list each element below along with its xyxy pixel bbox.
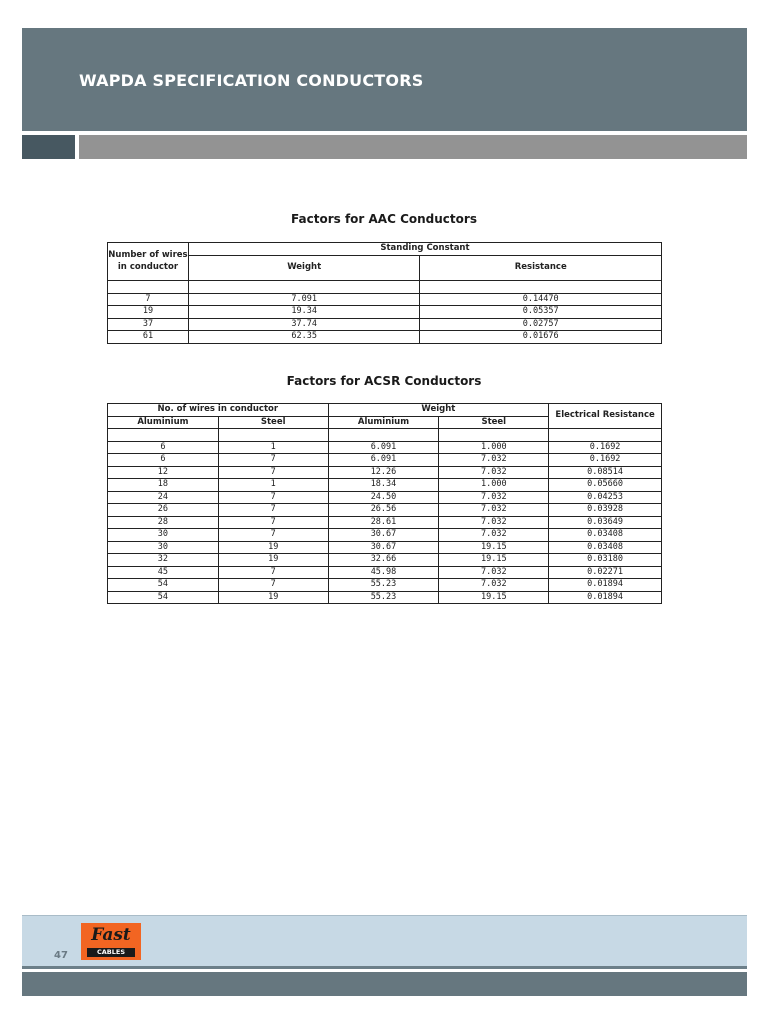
acsr-header-wires-steel: Steel bbox=[218, 416, 328, 429]
table-cell: 19 bbox=[218, 541, 328, 554]
table-cell: 0.01894 bbox=[549, 591, 662, 604]
table-cell: 7.032 bbox=[439, 504, 549, 517]
table-cell: 19.34 bbox=[188, 306, 420, 319]
logo-cables-text: CABLES bbox=[87, 948, 135, 957]
table-cell: 0.04253 bbox=[549, 491, 662, 504]
table-cell: 7.032 bbox=[439, 516, 549, 529]
table-cell: 7.091 bbox=[188, 293, 420, 306]
acsr-header-weight-steel: Steel bbox=[439, 416, 549, 429]
table-cell: 37 bbox=[108, 318, 189, 331]
table-cell: 7 bbox=[218, 466, 328, 479]
table-cell: 0.05660 bbox=[549, 479, 662, 492]
aac-section-title: Factors for AAC Conductors bbox=[291, 212, 477, 226]
table-cell: 7.032 bbox=[439, 466, 549, 479]
table-cell: 0.03180 bbox=[549, 554, 662, 567]
table-cell: 7 bbox=[218, 529, 328, 542]
table-cell: 7 bbox=[218, 566, 328, 579]
table-cell: 55.23 bbox=[328, 579, 439, 592]
table-cell: 12 bbox=[108, 466, 219, 479]
table-cell: 32 bbox=[108, 554, 219, 567]
table-row bbox=[108, 566, 662, 579]
table-cell: 26 bbox=[108, 504, 219, 517]
footer-divider bbox=[22, 966, 747, 969]
table-cell: 54 bbox=[108, 591, 219, 604]
table-cell: 19.15 bbox=[439, 591, 549, 604]
footer-dark-bar bbox=[22, 972, 747, 996]
table-row bbox=[108, 331, 662, 344]
table-cell: 19.15 bbox=[439, 554, 549, 567]
table-cell: 7 bbox=[108, 293, 189, 306]
table-cell: 7.032 bbox=[439, 529, 549, 542]
table-cell: 30 bbox=[108, 541, 219, 554]
table-cell: 0.01894 bbox=[549, 579, 662, 592]
table-cell: 19 bbox=[218, 591, 328, 604]
table-cell: 7.032 bbox=[439, 579, 549, 592]
table-cell: 1.000 bbox=[439, 479, 549, 492]
acsr-section-title: Factors for ACSR Conductors bbox=[286, 374, 482, 388]
table-cell: 61 bbox=[108, 331, 189, 344]
header-accent-block bbox=[22, 135, 75, 159]
table-cell: 28 bbox=[108, 516, 219, 529]
table-cell: 6.091 bbox=[328, 454, 439, 467]
table-cell: 55.23 bbox=[328, 591, 439, 604]
table-cell: 12.26 bbox=[328, 466, 439, 479]
aac-table-body bbox=[108, 293, 662, 343]
aac-header-weight: Weight bbox=[188, 255, 420, 280]
table-cell: 0.1692 bbox=[549, 441, 662, 454]
table-cell: 7.032 bbox=[439, 491, 549, 504]
acsr-header-resistance: Electrical Resistance bbox=[549, 404, 662, 429]
header-grey-bar bbox=[79, 135, 747, 159]
aac-factors-table bbox=[107, 242, 662, 344]
table-cell: 6 bbox=[108, 441, 219, 454]
aac-header-standing-constant: Standing Constant bbox=[188, 243, 661, 256]
table-cell: 62.35 bbox=[188, 331, 420, 344]
table-cell: 0.08514 bbox=[549, 466, 662, 479]
acsr-header-weight-aluminium: Aluminium bbox=[328, 416, 439, 429]
table-cell: 30.67 bbox=[328, 541, 439, 554]
table-cell: 6 bbox=[108, 454, 219, 467]
table-cell: 19 bbox=[218, 554, 328, 567]
table-row bbox=[108, 281, 662, 294]
table-row bbox=[108, 318, 662, 331]
table-row bbox=[108, 491, 662, 504]
table-row bbox=[108, 579, 662, 592]
page-number: 47 bbox=[54, 950, 68, 961]
table-cell: 32.66 bbox=[328, 554, 439, 567]
table-cell: 7 bbox=[218, 491, 328, 504]
table-cell: 0.1692 bbox=[549, 454, 662, 467]
table-cell: 24 bbox=[108, 491, 219, 504]
table-cell: 0.14470 bbox=[420, 293, 662, 306]
table-row bbox=[108, 441, 662, 454]
table-cell: 7 bbox=[218, 454, 328, 467]
table-row bbox=[108, 454, 662, 467]
aac-header-wires: Number of wires in conductor bbox=[108, 243, 189, 281]
table-row bbox=[108, 541, 662, 554]
acsr-header-wires: No. of wires in conductor bbox=[108, 404, 329, 417]
table-cell: 0.03408 bbox=[549, 541, 662, 554]
table-cell: 7 bbox=[218, 579, 328, 592]
table-row bbox=[108, 479, 662, 492]
table-row bbox=[108, 429, 662, 442]
table-cell: 54 bbox=[108, 579, 219, 592]
table-cell: 19.15 bbox=[439, 541, 549, 554]
table-cell: 0.03928 bbox=[549, 504, 662, 517]
table-cell: 24.50 bbox=[328, 491, 439, 504]
table-row bbox=[108, 306, 662, 319]
table-row bbox=[108, 293, 662, 306]
table-row bbox=[108, 516, 662, 529]
table-cell: 18.34 bbox=[328, 479, 439, 492]
table-cell: 0.03408 bbox=[549, 529, 662, 542]
table-cell: 7.032 bbox=[439, 454, 549, 467]
acsr-factors-table bbox=[107, 403, 662, 604]
table-row bbox=[108, 591, 662, 604]
table-cell: 19 bbox=[108, 306, 189, 319]
table-cell: 45.98 bbox=[328, 566, 439, 579]
table-row bbox=[108, 554, 662, 567]
table-cell: 45 bbox=[108, 566, 219, 579]
table-cell: 0.01676 bbox=[420, 331, 662, 344]
table-cell: 30 bbox=[108, 529, 219, 542]
table-row bbox=[108, 466, 662, 479]
table-row bbox=[108, 504, 662, 517]
table-cell: 1 bbox=[218, 479, 328, 492]
header-band bbox=[22, 28, 747, 131]
table-row bbox=[108, 529, 662, 542]
table-cell: 26.56 bbox=[328, 504, 439, 517]
table-cell: 6.091 bbox=[328, 441, 439, 454]
table-cell: 7 bbox=[218, 504, 328, 517]
table-cell: 1 bbox=[218, 441, 328, 454]
table-cell: 0.03649 bbox=[549, 516, 662, 529]
table-cell: 18 bbox=[108, 479, 219, 492]
table-cell: 0.02757 bbox=[420, 318, 662, 331]
fast-cables-logo bbox=[81, 923, 141, 960]
table-cell: 7 bbox=[218, 516, 328, 529]
table-cell: 37.74 bbox=[188, 318, 420, 331]
table-cell: 0.02271 bbox=[549, 566, 662, 579]
table-cell: 30.67 bbox=[328, 529, 439, 542]
table-cell: 0.05357 bbox=[420, 306, 662, 319]
table-cell: 7.032 bbox=[439, 566, 549, 579]
table-cell: 1.000 bbox=[439, 441, 549, 454]
aac-header-resistance: Resistance bbox=[420, 255, 662, 280]
logo-script-text: Fast bbox=[91, 925, 131, 945]
acsr-table-body bbox=[108, 441, 662, 604]
acsr-header-wires-aluminium: Aluminium bbox=[108, 416, 219, 429]
table-cell: 28.61 bbox=[328, 516, 439, 529]
page-title: WAPDA SPECIFICATION CONDUCTORS bbox=[79, 71, 424, 90]
acsr-header-weight: Weight bbox=[328, 404, 549, 417]
